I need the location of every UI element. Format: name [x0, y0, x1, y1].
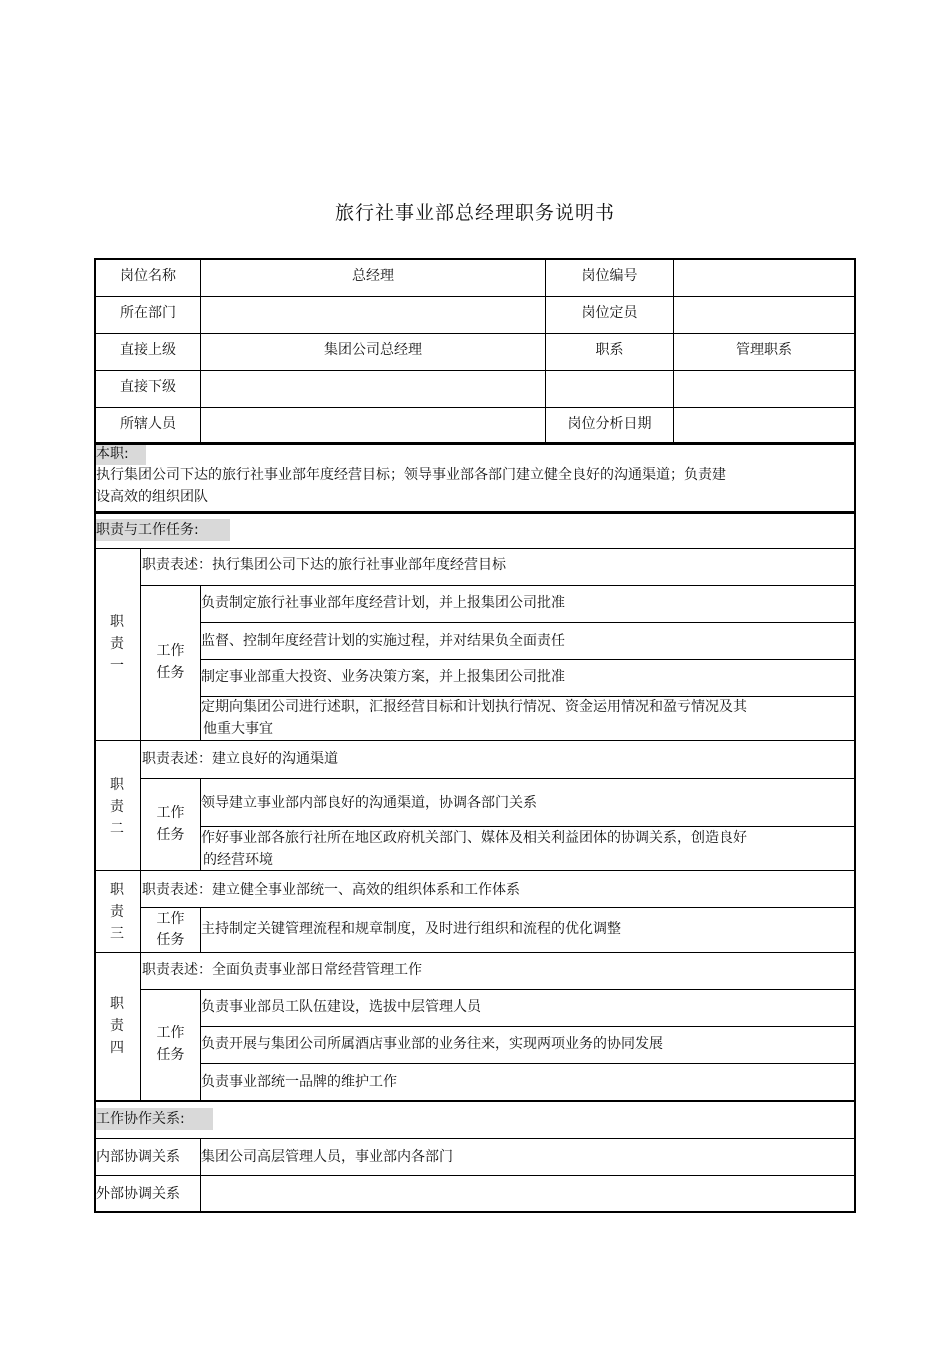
task-label: 任务 — [156, 665, 185, 681]
resp-4-task-2: 负责开展与集团公司所属酒店事业部的业务往来，实现两项业务的协同发展 — [201, 1036, 663, 1052]
resp-1-task-2: 监督、控制年度经营计划的实施过程，并对结果负全面责任 — [201, 633, 565, 649]
resp-3-description: 职责表述：建立健全事业部统一、高效的组织体系和工作体系 — [142, 882, 520, 898]
resp-3-char: 责 — [110, 904, 124, 920]
cooperation-heading: 工作协作关系: — [96, 1108, 213, 1130]
staff-label: 所辖人员 — [120, 416, 176, 432]
resp-1-task-1: 负责制定旅行社事业部年度经营计划，并上报集团公司批准 — [201, 595, 565, 611]
resp-4-task-3: 负责事业部统一品牌的维护工作 — [201, 1074, 397, 1090]
resp-2-char: 责 — [110, 799, 124, 815]
resp-1-task-3: 制定事业部重大投资、业务决策方案，并上报集团公司批准 — [201, 669, 565, 685]
series-value: 管理职系 — [736, 342, 792, 358]
resp-1-description: 职责表述：执行集团公司下达的旅行社事业部年度经营目标 — [142, 557, 506, 573]
resp-2-description: 职责表述：建立良好的沟通渠道 — [142, 751, 338, 767]
resp-2-char: 二 — [110, 821, 124, 837]
resp-4-char: 职 — [110, 996, 124, 1012]
resp-3-char: 职 — [110, 882, 124, 898]
resp-4-char: 四 — [110, 1040, 124, 1056]
internal-coordination-label: 内部协调关系 — [96, 1149, 180, 1165]
resp-4-char: 责 — [110, 1018, 124, 1034]
resp-3-char: 三 — [110, 926, 124, 942]
series-label: 职系 — [595, 342, 624, 358]
resp-2-task-2-cont: 的经营环境 — [203, 852, 273, 868]
task-label: 工作 — [156, 911, 185, 927]
resp-2-char: 职 — [110, 777, 124, 793]
resp-1-task-4: 定期向集团公司进行述职，汇报经营目标和计划执行情况、资金运用情况和盈亏情况及其 — [201, 699, 747, 715]
internal-coordination-value: 集团公司高层管理人员，事业部内各部门 — [201, 1149, 453, 1165]
external-coordination-label: 外部协调关系 — [96, 1186, 180, 1202]
dept-label: 所在部门 — [120, 305, 176, 321]
task-label: 工作 — [156, 643, 185, 659]
resp-2-task-1: 领导建立事业部内部良好的沟通渠道，协调各部门关系 — [201, 795, 537, 811]
resp-1-char: 一 — [110, 658, 124, 674]
resp-1-char: 责 — [110, 636, 124, 652]
task-label: 任务 — [156, 827, 185, 843]
responsibilities-heading: 职责与工作任务: — [96, 519, 230, 541]
task-label: 任务 — [156, 1047, 185, 1063]
job-name-label: 岗位名称 — [120, 268, 176, 284]
task-label: 任务 — [156, 932, 185, 948]
main-duty-line-2: 设高效的组织团队 — [96, 489, 208, 505]
resp-4-description: 职责表述：全面负责事业部日常经营管理工作 — [142, 962, 422, 978]
job-name-value: 总经理 — [352, 268, 394, 284]
resp-2-task-2: 作好事业部各旅行社所在地区政府机关部门、媒体及相关利益团体的协调关系，创造良好 — [201, 830, 747, 846]
subordinate-label: 直接下级 — [120, 379, 176, 395]
page-title: 旅行社事业部总经理职务说明书 — [334, 202, 615, 224]
resp-1-char: 职 — [110, 614, 124, 630]
superior-label: 直接上级 — [120, 342, 176, 358]
main-duty-label: 本职: — [96, 445, 146, 465]
task-label: 工作 — [156, 1025, 185, 1041]
task-label: 工作 — [156, 805, 185, 821]
job-code-label: 岗位编号 — [581, 268, 638, 284]
resp-4-task-1: 负责事业部员工队伍建设，选拔中层管理人员 — [201, 999, 481, 1015]
analysis-date-label: 岗位分析日期 — [567, 416, 652, 432]
quota-label: 岗位定员 — [581, 305, 638, 321]
resp-1-task-4-cont: 他重大事宜 — [203, 721, 273, 737]
superior-value: 集团公司总经理 — [324, 342, 422, 358]
main-duty-line-1: 执行集团公司下达的旅行社事业部年度经营目标；领导事业部各部门建立健全良好的沟通渠道；负责建 — [96, 467, 726, 483]
resp-3-task-1: 主持制定关键管理流程和规章制度，及时进行组织和流程的优化调整 — [201, 921, 621, 937]
